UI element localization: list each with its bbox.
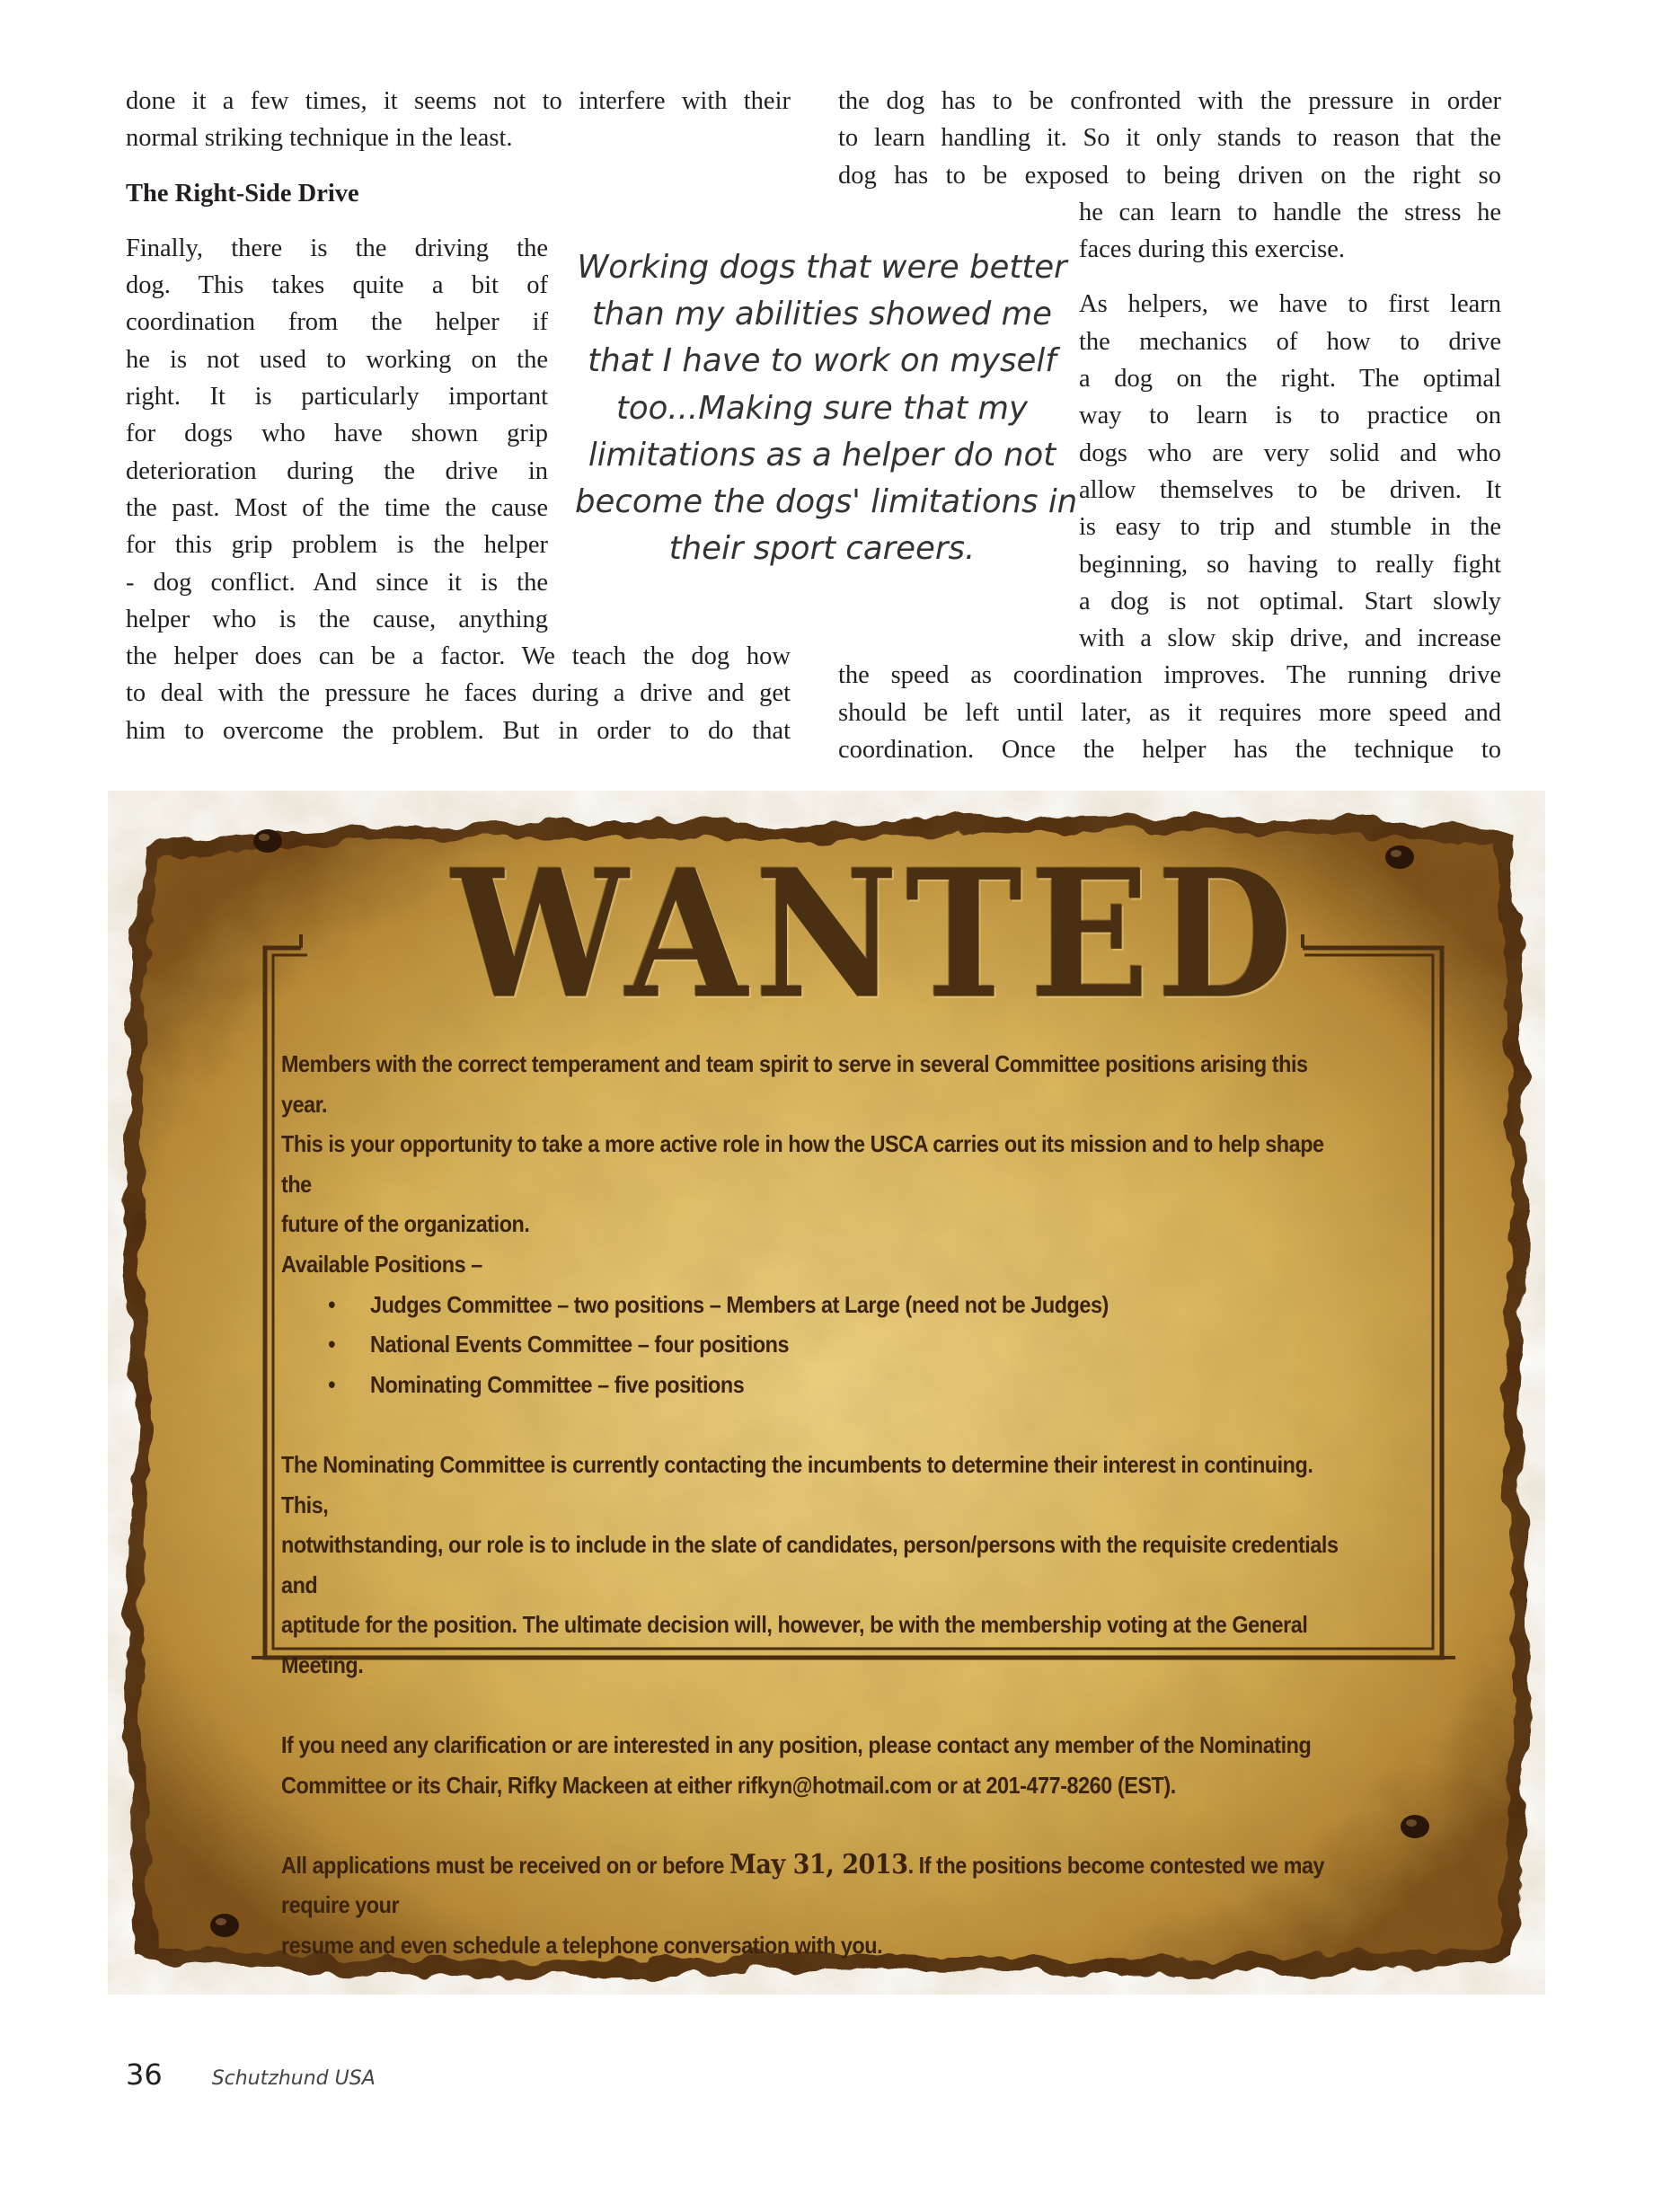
poster-line: The Nominating Committee is currently contacting the incumbents to determine their interest in continuing. This, (281, 1450, 1313, 1518)
deadline-suffix: . If the positions become contested we may require your (281, 1851, 1325, 1919)
text-line: allow themselves to be driven. It (1079, 475, 1501, 504)
text-line: for this grip problem is the helper (126, 531, 548, 560)
text-line: for dogs who have shown grip (126, 420, 548, 448)
text-line: is easy to trip and stumble in the (1079, 513, 1501, 542)
right-top (838, 83, 1501, 268)
positions-list (281, 1285, 1357, 1405)
position-text: National Events Committee – four positions (370, 1331, 790, 1358)
poster-line: This is your opportunity to take a more active role in how the USCA carries out its mission and to help shape the (281, 1130, 1324, 1198)
text-line: deterioration during the drive in (126, 456, 548, 485)
nail-icon (253, 829, 282, 853)
text-line: - dog conflict. And since it is the (126, 568, 548, 597)
pull-quote-line: that I have to work on myself (588, 342, 1056, 380)
text-line: right. It is particularly important (126, 383, 548, 411)
position-text: Judges Committee – two positions – Members at Large (need not be Judges) (370, 1290, 1109, 1318)
text-line: beginning, so having to really fight (1079, 550, 1501, 579)
poster-line: Members with the correct temperament and team spirit to serve in several Committee positions arising this year. (281, 1050, 1308, 1118)
right-body (838, 286, 1501, 768)
poster-line: future of the organization. (281, 1210, 530, 1238)
poster-line: aptitude for the position. The ultimate decision will, however, be with the membership voting at the General Meeting. (281, 1611, 1308, 1678)
position-text: Nominating Committee – five positions (370, 1370, 745, 1398)
deadline-date: May 31, 2013 (729, 1848, 908, 1880)
text-line: the speed as coordination improves. The running drive (838, 661, 1501, 690)
text-line: way to learn is to practice on (1079, 402, 1501, 430)
text-line: to learn handling it. So it only stands to reason that the (838, 124, 1501, 153)
nail-icon (1401, 1815, 1429, 1838)
deadline-line (281, 1845, 1357, 1925)
poster-line: resume and even schedule a telephone conversation with you. (281, 1932, 883, 1960)
text-line: the helper does can be a factor. We teach the dog how (126, 642, 791, 671)
text-line: dog. This takes quite a bit of (126, 271, 548, 300)
positions-label: Available Positions – (281, 1250, 482, 1278)
right-column (838, 83, 1501, 768)
text-line: the dog has to be confronted with the pressure in order (838, 87, 1501, 115)
pull-quote-line: Working dogs that were better (577, 249, 1067, 286)
nail-icon (1385, 845, 1414, 869)
poster-body (281, 1044, 1357, 1966)
pull-quote-line: their sport careers. (668, 530, 976, 568)
poster-line: notwithstanding, our role is to include in the slate of candidates, person/persons with the requisite credentials and (281, 1531, 1339, 1598)
text-line: As helpers, we have to first learn (1079, 290, 1501, 319)
poster-line: If you need any clarification or are interested in any position, please contact any member of the Nominating (281, 1731, 1312, 1759)
text-line: done it a few times, it seems not to interfere with their (126, 87, 791, 115)
publication-name: Schutzhund USA (211, 2067, 376, 2090)
position-item (281, 1285, 1357, 1325)
text-line: coordination from the helper if (126, 308, 548, 337)
poster-title: WANTED (451, 832, 1301, 1039)
section-heading: The Right-Side Drive (126, 179, 359, 208)
bullet-icon: • (328, 1370, 335, 1398)
page-number: 36 (126, 2057, 163, 2092)
nail-icon (210, 1914, 239, 1937)
text-line: Finally, there is the driving the (126, 234, 548, 262)
text-line: to deal with the pressure he faces during a drive and get (126, 679, 791, 708)
page-footer (126, 2057, 376, 2092)
text-line: he is not used to working on the (126, 345, 548, 374)
text-line: the past. Most of the time the cause (126, 493, 548, 522)
text-line: should be left until later, as it requires more speed and (838, 698, 1501, 727)
bullet-icon: • (328, 1290, 335, 1318)
position-item (281, 1365, 1357, 1405)
text-line: helper who is the cause, anything (126, 605, 548, 633)
text-line: dogs who are very solid and who (1079, 438, 1501, 467)
pull-quote-line: than my abilities showed me (592, 296, 1052, 333)
text-line: with a slow skip drive, and increase (1079, 624, 1501, 653)
wanted-poster (108, 791, 1545, 1995)
left-intro (126, 83, 791, 157)
text-line: faces during this exercise. (1079, 235, 1345, 264)
deadline-prefix: All applications must be received on or before (281, 1851, 729, 1879)
text-line: the mechanics of how to drive (1079, 327, 1501, 356)
text-line: a dog on the right. The optimal (1079, 365, 1501, 394)
bullet-icon: • (328, 1331, 335, 1358)
poster-line: Committee or its Chair, Rifky Mackeen at either rifkyn@hotmail.com or at 201-477-8260 (EST). (281, 1771, 1176, 1799)
position-item (281, 1324, 1357, 1365)
text-line: him to overcome the problem. But in order to do that (126, 716, 791, 745)
text-line: coordination. Once the helper has the technique to (838, 736, 1501, 765)
text-line: dog has to be exposed to being driven on the right so (838, 161, 1501, 190)
pull-quote-line: too...Making sure that my (615, 389, 1029, 427)
pull-quote-line: become the dogs' limitations in (575, 483, 1078, 521)
text-line: normal striking technique in the least. (126, 124, 513, 153)
text-line: a dog is not optimal. Start slowly (1079, 587, 1501, 615)
pull-quote-line: limitations as a helper do not (588, 436, 1056, 473)
text-line: he can learn to handle the stress he (1079, 198, 1501, 226)
